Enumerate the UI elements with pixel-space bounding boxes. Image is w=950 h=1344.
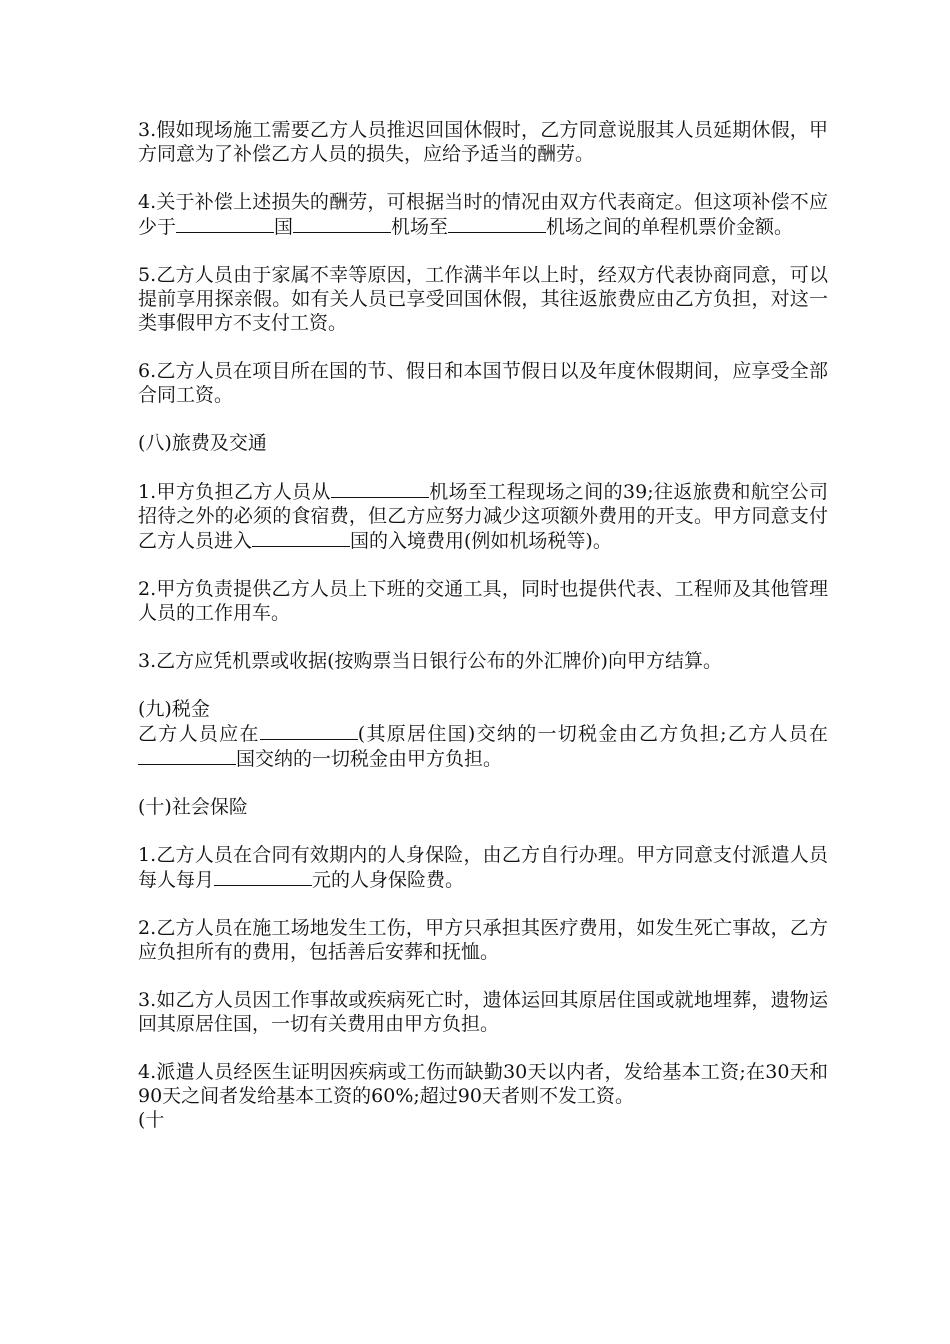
section-heading: [138, 431, 828, 455]
text-run: 国的入境费用(例如机场税等)。: [350, 530, 612, 552]
text-run: 6.乙方人员在项目所在国的节、假日和本国节假日以及年度休假期间，应享受全部合同工资。: [138, 360, 828, 406]
text-run: (其原居住国)交纳的一切税金由乙方负担;乙方人员在: [357, 723, 828, 745]
text-run: 4.派遣人员经医生证明因疾病或工伤而缺勤30天以内者，发给基本工资;在30天和90天之间者发给基本工资的60%;超过90天者则不发工资。: [138, 1061, 828, 1107]
fill-in-blank: [176, 214, 274, 233]
fill-in-blank: [331, 479, 429, 498]
text-run: (八)旅费及交通: [138, 432, 267, 454]
fill-in-blank: [138, 746, 236, 765]
paragraph: [138, 263, 828, 335]
text-run: 3.假如现场施工需要乙方人员推迟回国休假时，乙方同意说服其人员延期休假，甲方同意为了补偿乙方人员的损失，应给予适当的酬劳。: [138, 119, 828, 165]
text-run: 机场之间的单程机票价金额。: [546, 216, 794, 238]
text-run: (十)社会保险: [138, 796, 248, 818]
text-run: 元的人身保险费。: [312, 869, 465, 891]
paragraph: [138, 1060, 828, 1108]
document-page: [138, 118, 828, 1132]
fill-in-blank: [293, 214, 391, 233]
section-heading: [138, 697, 828, 721]
paragraph: [138, 190, 828, 239]
fill-in-blank: [448, 214, 546, 233]
text-run: 机场至工程现场之间的39;往返旅费和航空公司招待之外的必须的食宿费，但乙方应努力减少这项额外费用的开支。甲方同意支付乙方人员进入: [138, 481, 828, 552]
paragraph: [138, 843, 828, 892]
text-run: 2.乙方人员在施工场地发生工伤，甲方只承担其医疗费用，如发生死亡事故，乙方应负担所有的费用，包括善后安葬和抚恤。: [138, 917, 828, 963]
paragraph: [138, 916, 828, 964]
paragraph: [138, 721, 828, 771]
text-run: 3.乙方应凭机票或收据(按购票当日银行公布的外汇牌价)向甲方结算。: [138, 650, 722, 672]
fill-in-blank: [214, 867, 312, 886]
section-heading: [138, 795, 828, 819]
paragraph: [138, 988, 828, 1036]
paragraph: [138, 1108, 828, 1132]
paragraph: [138, 649, 828, 673]
text-run: 4.关于补偿上述损失的酬劳，可根据当时的情况由双方代表商定。但这项补偿不应少于: [138, 191, 828, 238]
text-run: 2.甲方负责提供乙方人员上下班的交通工具，同时也提供代表、工程师及其他管理人员的工作用车。: [138, 578, 828, 624]
text-run: 国交纳的一切税金由甲方负担。: [236, 748, 503, 770]
text-run: (九)税金: [138, 698, 210, 720]
text-run: 3.如乙方人员因工作事故或疾病死亡时，遗体运回其原居住国或就地埋葬，遗物运回其原居住国，一切有关费用由甲方负担。: [138, 989, 828, 1035]
paragraph: [138, 118, 828, 166]
paragraph: [138, 359, 828, 407]
paragraph: [138, 577, 828, 625]
fill-in-blank: [252, 528, 350, 547]
text-run: 5.乙方人员由于家属不幸等原因，工作满半年以上时，经双方代表协商同意，可以提前享用探亲假。如有关人员已享受回国休假，其往返旅费应由乙方负担，对这一类事假甲方不支付工资。: [138, 264, 828, 334]
text-run: 1.乙方人员在合同有效期内的人身保险，由乙方自行办理。甲方同意支付派遣人员每人每月: [138, 844, 828, 891]
text-run: 国: [274, 216, 294, 238]
paragraph: [138, 479, 828, 553]
fill-in-blank: [260, 721, 358, 740]
text-run: (十: [138, 1109, 165, 1131]
text-run: 乙方人员应在: [138, 723, 260, 745]
text-run: 机场至: [391, 216, 449, 238]
text-run: 1.甲方负担乙方人员从: [138, 481, 331, 503]
